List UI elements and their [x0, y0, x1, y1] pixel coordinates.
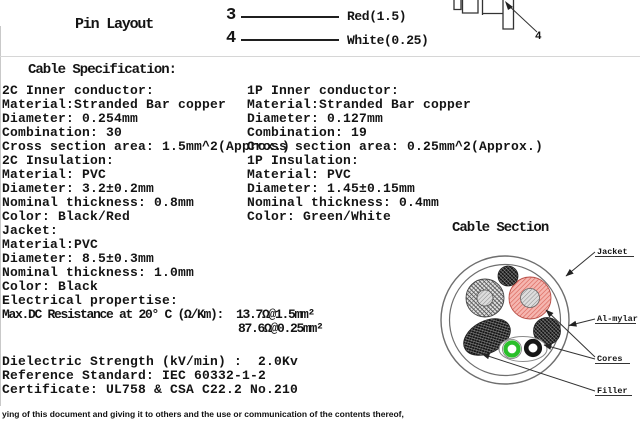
spec-line: Diameter: 8.5±0.3mm: [2, 251, 155, 266]
spec-line: Nominal thickness: 0.4mm: [247, 195, 440, 210]
spec-line: Certificate: UL758 & CSA C22.2 No.210: [2, 382, 299, 397]
spec-line: Diameter: 3.2±0.2mm: [2, 181, 155, 196]
black-core-ring: [526, 341, 540, 355]
pin-number-4: 4: [226, 29, 236, 48]
jacket-leader-line: [566, 252, 595, 276]
spec-line: Material:Stranded Bar copper: [2, 97, 227, 112]
footer-text: ying of this document and giving it to others and the use or communication of the contents thereof,: [2, 409, 404, 419]
spec-line: Material: PVC: [2, 167, 107, 182]
cable-section-title: Cable Section: [452, 220, 549, 236]
spec-line: Reference Standard: IEC 60332-1-2: [2, 368, 267, 383]
spec-line: 2C Inner conductor:: [2, 83, 155, 98]
pin-4-leader-line: [241, 39, 339, 41]
page-left-edge: [0, 26, 1, 406]
jacket-label: Jacket: [597, 247, 628, 257]
spec-line: Cross section area: 0.25mm^2(Approx.): [247, 139, 544, 154]
core-black-conductor: [477, 290, 493, 306]
spec-line: Max.DC Resistance at 20° C (Ω/Km): 13.7Ω@1.5mm²: [2, 307, 315, 322]
spec-line: Nominal thickness: 1.0mm: [2, 265, 195, 280]
spec-line: Nominal thickness: 0.8mm: [2, 195, 195, 210]
spec-line: 2C Insulation:: [2, 153, 115, 168]
spec-line: Diameter: 0.254mm: [2, 111, 139, 126]
scan-artifact-line: [0, 56, 640, 57]
spec-line: Diameter: 0.127mm: [247, 111, 384, 126]
spec-line: Color: Black/Red: [2, 209, 131, 224]
spec-line: Jacket:: [2, 223, 59, 238]
resistance-value-line2: 87.6Ω@0.25mm²: [238, 321, 323, 336]
green-core-ring: [506, 343, 519, 356]
spec-line: Diameter: 1.45±0.15mm: [247, 181, 416, 196]
connector-callout-label: 4: [535, 31, 542, 43]
spec-line: Material:PVC: [2, 237, 99, 252]
spec-line: Cross section area: 1.5mm^2(Approx.): [2, 139, 291, 154]
spec-line: 1P Inner conductor:: [247, 83, 400, 98]
spec-right-column: [247, 84, 543, 224]
spec-line: Color: Black: [2, 279, 99, 294]
cable-specification-title: Cable Specification:: [28, 62, 177, 78]
pin-3-wire-label: Red(1.5): [347, 9, 407, 24]
pin-number-3: 3: [226, 6, 236, 25]
pin-3-leader-line: [241, 16, 339, 18]
connector-drawing: [445, 0, 555, 45]
spec-line: Combination: 19: [247, 125, 368, 140]
filler-small-top: [498, 266, 518, 286]
pin-layout-title: Pin Layout: [75, 16, 154, 33]
core-red-conductor: [521, 289, 540, 308]
spec-line: Electrical propertise:: [2, 293, 179, 308]
al-mylar-label: Al-mylar: [597, 314, 638, 324]
spec-bottom-column: [2, 355, 298, 397]
spec-line: 1P Insulation:: [247, 153, 360, 168]
filler-label: Filler: [597, 386, 628, 396]
cable-section-diagram: [430, 238, 640, 405]
spec-line: Material:Stranded Bar copper: [247, 97, 472, 112]
pin-4-wire-label: White(0.25): [347, 33, 429, 48]
al-mylar-leader-line: [569, 319, 595, 326]
spec-line: Material: PVC: [247, 167, 352, 182]
cores-label: Cores: [597, 354, 623, 364]
spec-line: Dielectric Strength (kV/min) : 2.0Kv: [2, 354, 299, 369]
spec-line: Combination: 30: [2, 125, 123, 140]
spec-line: Color: Green/White: [247, 209, 392, 224]
